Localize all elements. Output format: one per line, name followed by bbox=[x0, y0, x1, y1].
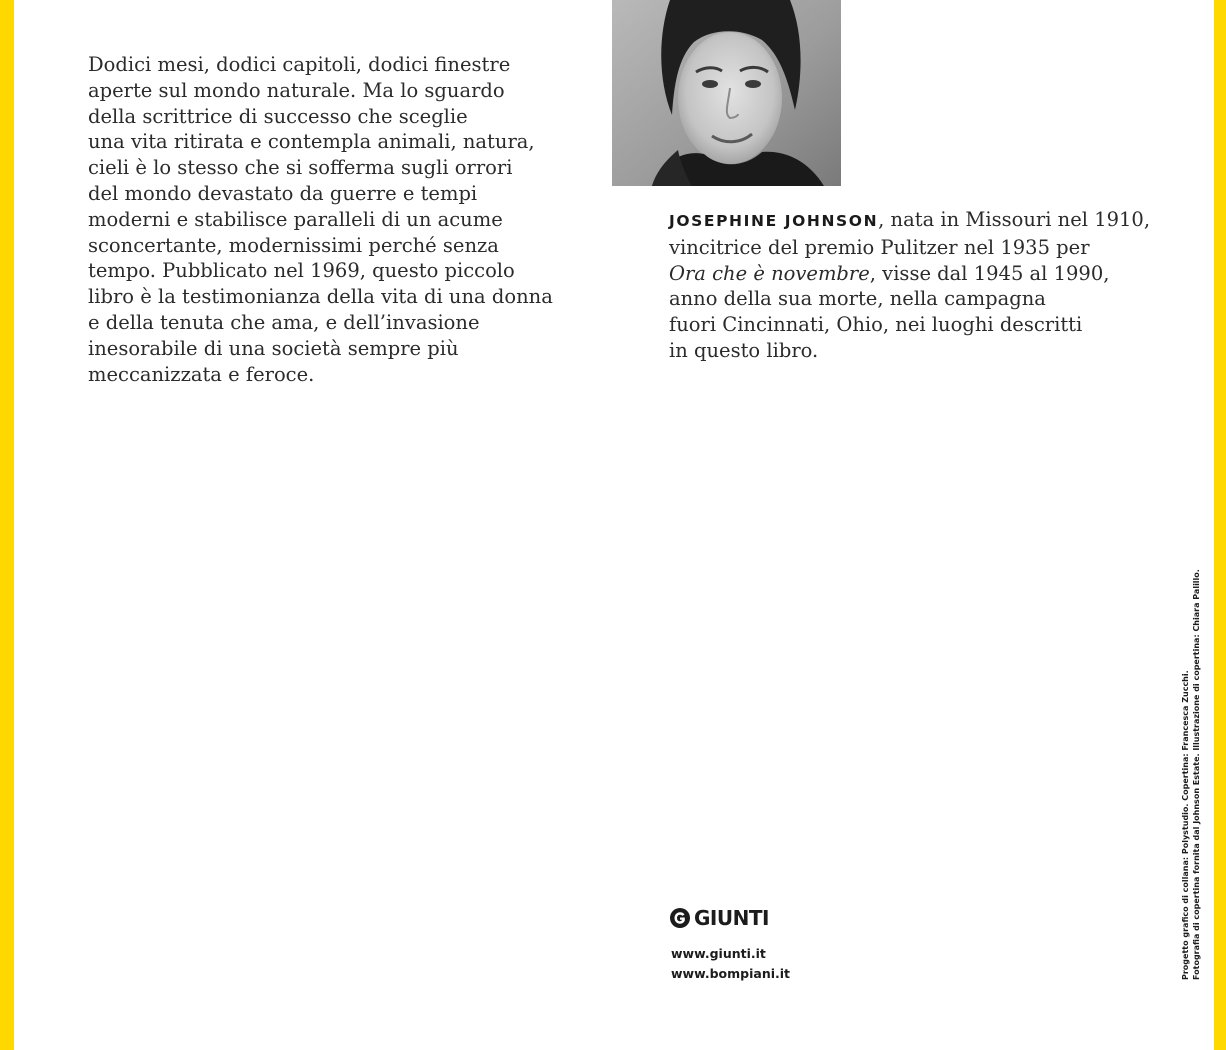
bio-line: anno della sua morte, nella campagna bbox=[669, 287, 1046, 311]
credits-line: Fotografia di copertina fornita dal Johnson Estate. Illustrazione di copertina: Chiara Palillo. bbox=[1192, 569, 1201, 980]
giunti-website-link[interactable]: www.giunti.it bbox=[671, 946, 766, 961]
blurb-line: del mondo devastato da guerre e tempi bbox=[88, 181, 478, 205]
bio-line bbox=[669, 261, 1109, 287]
blurb-line: inesorabile di una società sempre più bbox=[88, 336, 459, 360]
author-photo bbox=[612, 0, 841, 186]
bio-line-text: , visse dal 1945 al 1990, bbox=[869, 261, 1110, 285]
blurb-line: e della tenuta che ama, e dell’invasione bbox=[88, 310, 480, 334]
blurb-line: moderni e stabilisce paralleli di un acume bbox=[88, 207, 503, 231]
back-cover-blurb bbox=[88, 52, 553, 387]
bio-line-text: , nata in Missouri nel 1910, bbox=[878, 208, 1151, 231]
design-credits bbox=[1180, 569, 1202, 980]
blurb-line: Dodici mesi, dodici capitoli, dodici finestre bbox=[88, 53, 511, 76]
bompiani-website-link[interactable]: www.bompiani.it bbox=[671, 966, 791, 981]
giunti-logo-icon bbox=[669, 907, 691, 929]
blurb-line: tempo. Pubblicato nel 1969, questo piccolo bbox=[88, 259, 515, 283]
blurb-line: libro è la testimonianza della vita di una donna bbox=[88, 285, 553, 309]
right-yellow-edge bbox=[1214, 0, 1226, 1050]
credits-line: Progetto grafico di collana: Polystudio. Copertina: Francesca Zucchi. bbox=[1181, 670, 1190, 980]
giunti-logo-text: GIUNTI bbox=[694, 906, 769, 930]
blurb-line: aperte sul mondo naturale. Ma lo sguardo bbox=[88, 78, 505, 102]
publisher-links bbox=[671, 944, 790, 984]
blurb-line: cieli è lo stesso che si sofferma sugli orrori bbox=[88, 156, 513, 180]
book-title: Ora che è novembre bbox=[669, 261, 870, 285]
bio-line: in questo libro. bbox=[669, 338, 819, 362]
bio-line: vincitrice del premio Pulitzer nel 1935 per bbox=[669, 235, 1090, 259]
bio-line: fuori Cincinnati, Ohio, nei luoghi descritti bbox=[669, 313, 1083, 337]
giunti-logo bbox=[669, 906, 769, 930]
left-yellow-edge bbox=[0, 0, 14, 1050]
blurb-line: meccanizzata e feroce. bbox=[88, 362, 315, 386]
bio-line bbox=[669, 207, 1151, 235]
author-name: JOSEPHINE JOHNSON bbox=[669, 212, 879, 230]
blurb-line: una vita ritirata e contempla animali, natura, bbox=[88, 130, 535, 154]
blurb-line: della scrittrice di successo che sceglie bbox=[88, 104, 468, 128]
author-bio bbox=[669, 207, 1151, 364]
blurb-line: sconcertante, modernissimi perché senza bbox=[88, 233, 499, 257]
